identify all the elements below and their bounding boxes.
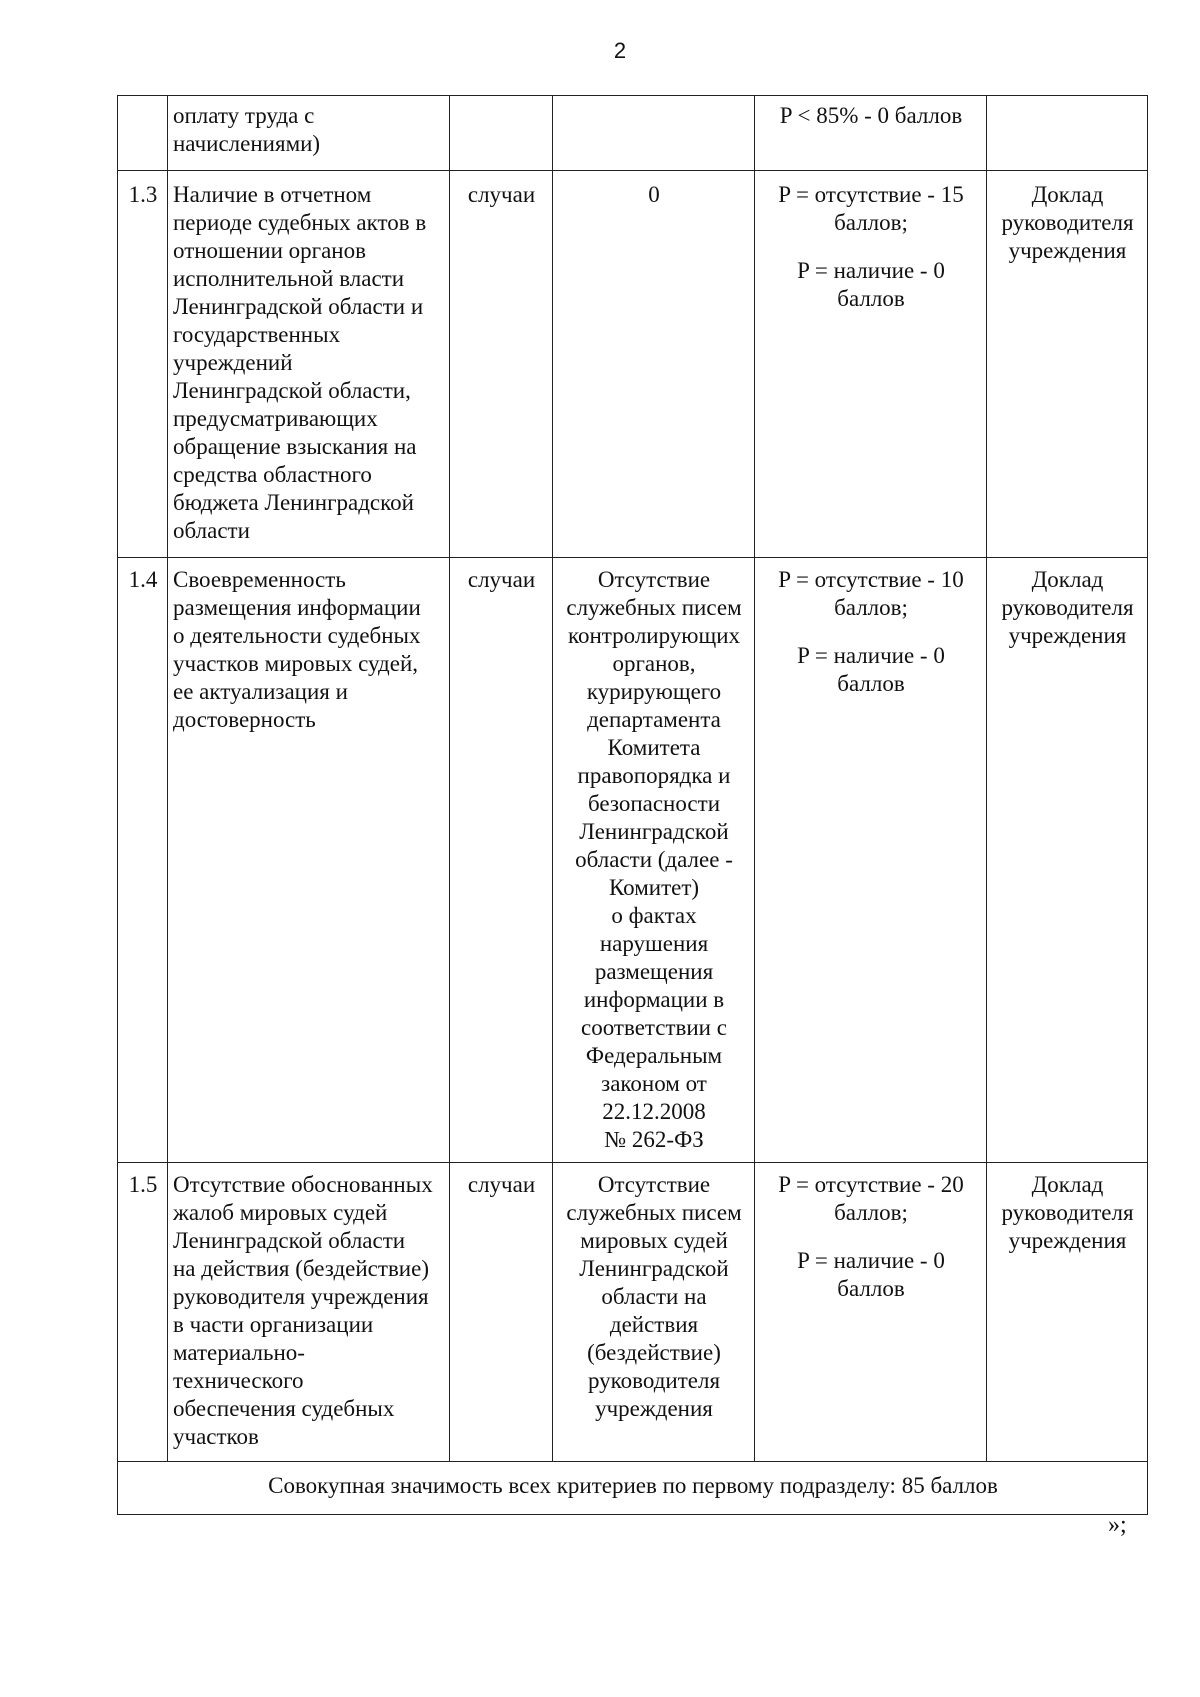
source-cell: Доклад руководителя учреждения — [987, 1163, 1148, 1462]
score-present-text: P = наличие - 0 баллов — [797, 643, 945, 696]
score-cell — [755, 171, 987, 558]
score-absent-text: P = отсутствие - 15 баллов; — [778, 182, 964, 235]
score-absent-text: P = отсутствие - 10 баллов; — [778, 567, 964, 620]
row-number-cell: 1.4 — [118, 558, 168, 1163]
total-cell: Совокупная значимость всех критериев по первому подразделу: 85 баллов — [118, 1462, 1148, 1515]
criterion-cell: Своевременность размещения информации о деятельности судебных участков мировых судей, ее актуализация и достоверность — [168, 558, 450, 1163]
unit-cell: случаи — [450, 1163, 553, 1462]
score-absent-text: P = отсутствие - 20 баллов; — [778, 1172, 964, 1225]
total-row — [118, 1462, 1148, 1515]
criteria-table — [117, 95, 1148, 1515]
row-number-cell: 1.5 — [118, 1163, 168, 1462]
table-row — [118, 1163, 1148, 1462]
score-cell — [755, 96, 987, 171]
target-cell: Отсутствие служебных писем контролирующих органов, курирующего департамента Комитета правопорядка и безопасности Ленинградской области (далее - Комитет) о фактах нарушения размещения информации в соответствии с Федеральным законом от 22.12.2008 № 262-ФЗ — [553, 558, 755, 1163]
unit-cell: случаи — [450, 171, 553, 558]
criterion-cell: оплату труда с начислениями) — [168, 96, 450, 171]
unit-cell: случаи — [450, 558, 553, 1163]
table-row — [118, 558, 1148, 1163]
target-cell: 0 — [553, 171, 755, 558]
page-number: 2 — [613, 38, 627, 63]
closing-quote-mark: »; — [1108, 1512, 1127, 1538]
criterion-cell: Наличие в отчетном периоде судебных актов в отношении органов исполнительной власти Ленинградской области и государственных учреждений Ленинградской области, предусматривающих обращение взыскания на средства областного бюджета Ленинградской области — [168, 171, 450, 558]
target-cell — [553, 96, 755, 171]
criterion-cell: Отсутствие обоснованных жалоб мировых судей Ленинградской области на действия (бездействие) руководителя учреждения в части организации материально- технического обеспечения судебных участков — [168, 1163, 450, 1462]
target-cell: Отсутствие служебных писем мировых судей Ленинградской области на действия (бездействие) руководителя учреждения — [553, 1163, 755, 1462]
score-cell — [755, 558, 987, 1163]
score-present-text: P = наличие - 0 баллов — [797, 1248, 945, 1301]
source-cell — [987, 96, 1148, 171]
source-cell: Доклад руководителя учреждения — [987, 558, 1148, 1163]
source-cell: Доклад руководителя учреждения — [987, 171, 1148, 558]
score-present-text: P = наличие - 0 баллов — [797, 258, 945, 311]
unit-cell — [450, 96, 553, 171]
score-absent-text: P < 85% - 0 баллов — [779, 103, 963, 128]
table-row — [118, 96, 1148, 171]
row-number-cell: 1.3 — [118, 171, 168, 558]
table-row — [118, 171, 1148, 558]
score-cell — [755, 1163, 987, 1462]
row-number-cell — [118, 96, 168, 171]
